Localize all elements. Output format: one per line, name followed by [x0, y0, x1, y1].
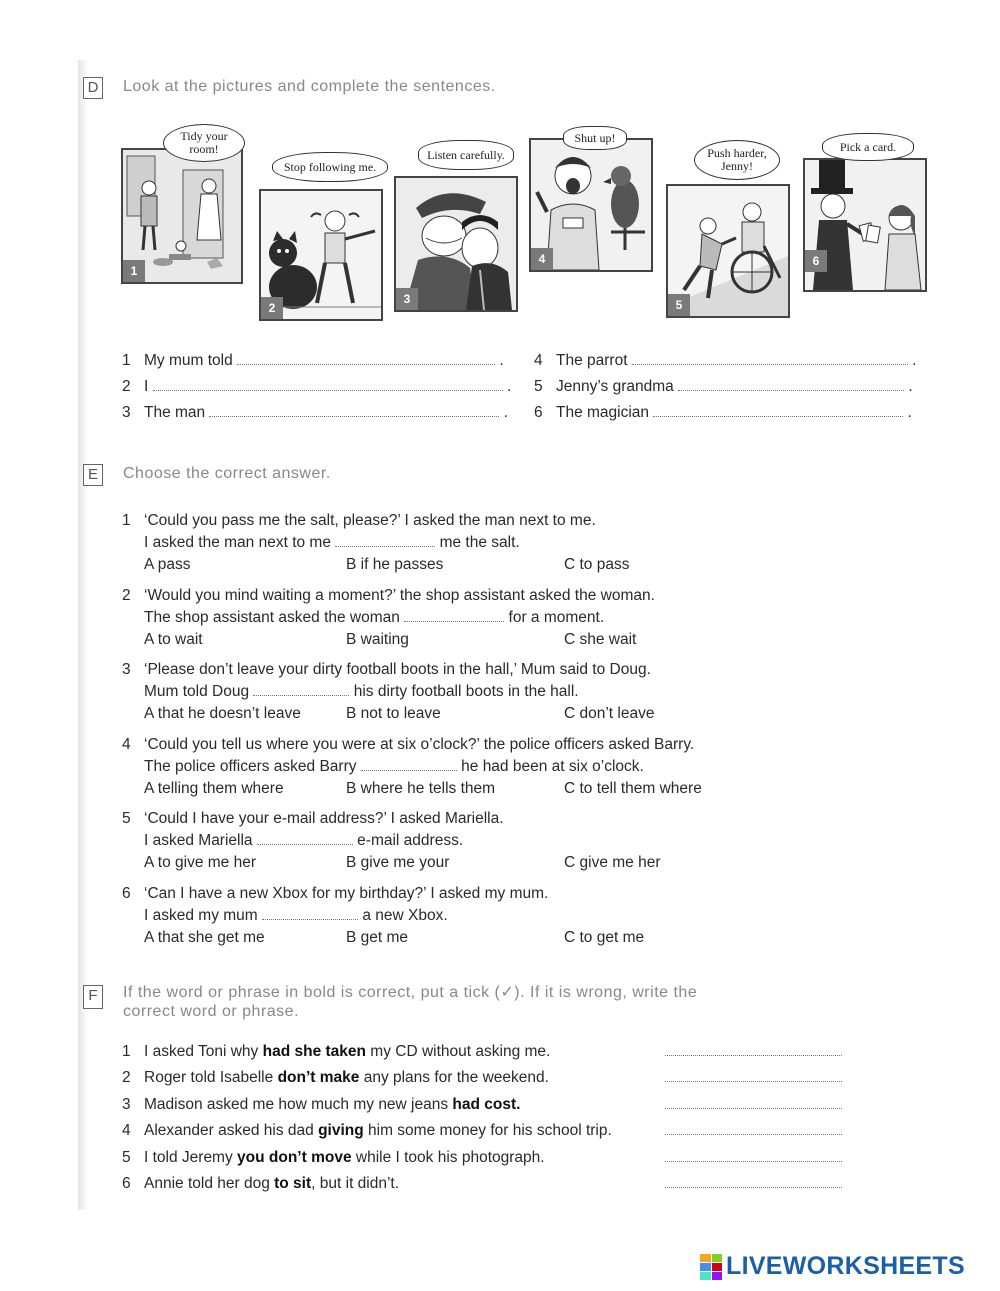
d-sentence-5-end: .: [908, 378, 913, 395]
e-q3-sentence-start: Mum told Doug: [144, 683, 250, 700]
f-item-1-answer-line[interactable]: [665, 1051, 842, 1056]
d-sentence-3-text: The man: [144, 404, 206, 421]
e-q6-option-a[interactable]: A that she get me: [144, 929, 265, 946]
section-d-instruction: Look at the pictures and complete the sentences.: [123, 78, 496, 95]
e-q2-option-a[interactable]: A to wait: [144, 631, 203, 648]
d-sentence-5: [534, 378, 913, 396]
e-q5-sentence-end: e-mail address.: [357, 832, 464, 849]
e-q6-sentence: [144, 907, 448, 925]
e-q1-sentence-start: I asked the man next to me: [144, 534, 331, 551]
panel-3-number: 3: [396, 288, 418, 310]
panel-2-number: 2: [261, 297, 283, 319]
e-q5-number: 5: [122, 810, 131, 827]
d-sentence-3: [122, 404, 508, 422]
f-item-5-bold: you don’t move: [237, 1149, 352, 1166]
f-item-6: [122, 1175, 399, 1193]
section-f-letter: F: [83, 985, 103, 1009]
f-item-4-number: 4: [122, 1122, 131, 1139]
d-sentence-5-blank[interactable]: [678, 379, 904, 391]
d-sentence-6-blank[interactable]: [653, 405, 903, 417]
d-sentence-2-end: .: [506, 378, 512, 395]
panel-6-number: 6: [805, 250, 827, 272]
e-q6-option-c[interactable]: C to get me: [564, 929, 645, 946]
speech-bubble-2: Stop following me.: [272, 152, 388, 182]
e-question-6: [122, 885, 548, 903]
section-d-letter: D: [83, 77, 103, 99]
d-sentence-2: [122, 378, 511, 396]
d-sentence-6-number: 6: [534, 404, 543, 421]
e-q1-number: 1: [122, 512, 131, 529]
section-e-instruction: Choose the correct answer.: [123, 465, 331, 482]
e-q6-option-b[interactable]: B get me: [346, 929, 409, 946]
d-sentence-1-text: My mum told: [144, 352, 233, 369]
f-item-6-post: , but it didn’t.: [311, 1175, 400, 1192]
d-sentence-5-number: 5: [534, 378, 543, 395]
e-question-2: [122, 587, 655, 605]
d-sentence-2-text: I: [144, 378, 149, 395]
f-item-2-number: 2: [122, 1069, 131, 1086]
speech-bubble-1: Tidy your room!: [163, 124, 245, 162]
picture-panel-4: [529, 138, 653, 272]
e-q6-sentence-start: I asked my mum: [144, 907, 258, 924]
f-item-1-number: 1: [122, 1043, 131, 1060]
section-f-instruction-line-1: If the word or phrase in bold is correct, put a tick (✓). If it is wrong, write the: [123, 984, 698, 1001]
speech-bubble-3: Listen carefully.: [418, 140, 514, 170]
f-item-3: [122, 1096, 520, 1114]
d-sentence-1: [122, 352, 504, 370]
d-sentence-1-number: 1: [122, 352, 131, 369]
e-q2-sentence-end: for a moment.: [508, 609, 605, 626]
e-q4-number: 4: [122, 736, 131, 753]
f-item-1: [122, 1043, 550, 1061]
f-item-3-pre: Madison asked me how much my new jeans: [144, 1096, 453, 1113]
d-sentence-6: [534, 404, 912, 422]
e-q1-option-c[interactable]: C to pass: [564, 556, 630, 573]
d-sentence-4-text: The parrot: [556, 352, 628, 369]
picture-panel-6: [803, 158, 927, 292]
e-q4-sentence: [144, 758, 644, 776]
section-f-instruction-line-2: correct word or phrase.: [123, 1003, 300, 1020]
f-item-3-number: 3: [122, 1096, 131, 1113]
picture-panel-5: [666, 184, 790, 318]
f-item-3-bold: had cost.: [452, 1096, 521, 1113]
e-q4-option-b[interactable]: B where he tells them: [346, 780, 496, 797]
speech-bubble-6: Pick a card.: [822, 133, 914, 161]
e-q2-prompt: ‘Would you mind waiting a moment?’ the shop assistant asked the woman.: [144, 587, 655, 604]
f-item-5-answer-line[interactable]: [665, 1157, 842, 1162]
e-q1-option-b[interactable]: B if he passes: [346, 556, 444, 573]
d-sentence-3-blank[interactable]: [209, 405, 499, 417]
e-q4-option-c[interactable]: C to tell them where: [564, 780, 702, 797]
f-item-6-number: 6: [122, 1175, 131, 1192]
liveworksheets-logo-icon: [700, 1254, 722, 1280]
picture-panel-2: [259, 189, 383, 321]
f-item-4-pre: Alexander asked his dad: [144, 1122, 319, 1139]
panel-1-number: 1: [123, 260, 145, 282]
f-item-5: [122, 1149, 545, 1167]
e-q4-option-a[interactable]: A telling them where: [144, 780, 284, 797]
panel-5-number: 5: [668, 294, 690, 316]
e-q5-sentence: [144, 832, 463, 850]
d-sentence-6-end: .: [907, 404, 912, 421]
f-item-4-answer-line[interactable]: [665, 1130, 842, 1135]
f-item-2-bold: don’t make: [277, 1069, 360, 1086]
e-q1-option-a[interactable]: A pass: [144, 556, 191, 573]
speech-bubble-5: Push harder, Jenny!: [694, 140, 780, 180]
e-q1-sentence-end: me the salt.: [439, 534, 520, 551]
d-sentence-4-blank[interactable]: [632, 353, 908, 365]
e-q1-prompt: ‘Could you pass me the salt, please?’ I asked the man next to me.: [144, 512, 596, 529]
e-q3-sentence: [144, 683, 579, 701]
f-item-1-bold: had she taken: [262, 1043, 366, 1060]
e-q6-sentence-end: a new Xbox.: [362, 907, 448, 924]
d-sentence-6-text: The magician: [556, 404, 650, 421]
e-q3-number: 3: [122, 661, 131, 678]
e-q6-prompt: ‘Can I have a new Xbox for my birthday?’ I asked my mum.: [144, 885, 549, 902]
f-item-2-answer-line[interactable]: [665, 1077, 842, 1082]
section-e-letter: E: [83, 464, 103, 486]
d-sentence-4: [534, 352, 916, 370]
e-q4-sentence-end: he had been at six o’clock.: [461, 758, 644, 775]
f-item-2-pre: Roger told Isabelle: [144, 1069, 278, 1086]
e-q6-number: 6: [122, 885, 131, 902]
e-q3-blank[interactable]: [253, 684, 349, 696]
e-q1-blank[interactable]: [335, 535, 435, 547]
d-sentence-5-text: Jenny’s grandma: [556, 378, 674, 395]
e-q5-option-c[interactable]: C give me her: [564, 854, 661, 871]
e-q4-blank[interactable]: [361, 759, 457, 771]
e-q3-option-a[interactable]: A that he doesn’t leave: [144, 705, 301, 722]
liveworksheets-logo[interactable]: [700, 1252, 965, 1281]
e-q5-option-a[interactable]: A to give me her: [144, 854, 257, 871]
e-q2-blank[interactable]: [404, 610, 504, 622]
e-q3-prompt: ‘Please don’t leave your dirty football boots in the hall,’ Mum said to Doug.: [144, 661, 651, 678]
e-question-3: [122, 661, 651, 679]
f-item-6-pre: Annie told her dog: [144, 1175, 275, 1192]
e-question-4: [122, 736, 694, 754]
e-q5-prompt: ‘Could I have your e-mail address?’ I asked Mariella.: [144, 810, 504, 827]
e-q4-prompt: ‘Could you tell us where you were at six o’clock?’ the police officers asked Barry.: [144, 736, 695, 753]
d-sentence-4-number: 4: [534, 352, 543, 369]
e-q1-sentence: [144, 534, 520, 552]
f-item-4: [122, 1122, 612, 1140]
page-edge-shadow: [78, 60, 88, 1210]
liveworksheets-logo-text: LIVEWORKSHEETS: [726, 1252, 965, 1280]
e-q5-option-b[interactable]: B give me your: [346, 854, 450, 871]
d-sentence-1-end: .: [499, 352, 504, 369]
f-item-5-pre: I told Jeremy: [144, 1149, 238, 1166]
f-item-4-bold: giving: [318, 1122, 364, 1139]
f-item-4-post: him some money for his school trip.: [363, 1122, 612, 1139]
e-question-1: [122, 512, 596, 530]
e-q5-sentence-start: I asked Mariella: [144, 832, 253, 849]
d-sentence-2-number: 2: [122, 378, 131, 395]
f-item-5-number: 5: [122, 1149, 131, 1166]
e-q3-sentence-end: his dirty football boots in the hall.: [353, 683, 579, 700]
d-sentence-4-end: .: [912, 352, 917, 369]
e-q2-sentence: [144, 609, 604, 627]
e-q5-blank[interactable]: [257, 833, 353, 845]
e-q4-sentence-start: The police officers asked Barry: [144, 758, 357, 775]
d-sentence-1-blank[interactable]: [237, 353, 495, 365]
e-q3-option-c[interactable]: C don’t leave: [564, 705, 655, 722]
picture-panel-3: [394, 176, 518, 312]
picture-panel-1: [121, 148, 243, 284]
f-item-1-pre: I asked Toni why: [144, 1043, 263, 1060]
d-sentence-3-number: 3: [122, 404, 131, 421]
e-q3-option-b[interactable]: B not to leave: [346, 705, 441, 722]
e-q2-number: 2: [122, 587, 131, 604]
f-item-5-post: while I took his photograph.: [351, 1149, 545, 1166]
f-item-2-post: any plans for the weekend.: [359, 1069, 549, 1086]
panel-4-number: 4: [531, 248, 553, 270]
d-sentence-3-end: .: [503, 404, 509, 421]
e-q6-blank[interactable]: [262, 908, 358, 920]
f-item-3-answer-line[interactable]: [665, 1104, 842, 1109]
f-item-6-answer-line[interactable]: [665, 1183, 842, 1188]
f-item-6-bold: to sit: [274, 1175, 312, 1192]
e-q2-sentence-start: The shop assistant asked the woman: [144, 609, 400, 626]
f-item-2: [122, 1069, 549, 1087]
d-sentence-2-blank[interactable]: [153, 379, 503, 391]
f-item-1-post: my CD without asking me.: [366, 1043, 551, 1060]
e-q2-option-b[interactable]: B waiting: [346, 631, 409, 648]
e-question-5: [122, 810, 504, 828]
e-q2-option-c[interactable]: C she wait: [564, 631, 637, 648]
speech-bubble-4: Shut up!: [563, 126, 627, 150]
